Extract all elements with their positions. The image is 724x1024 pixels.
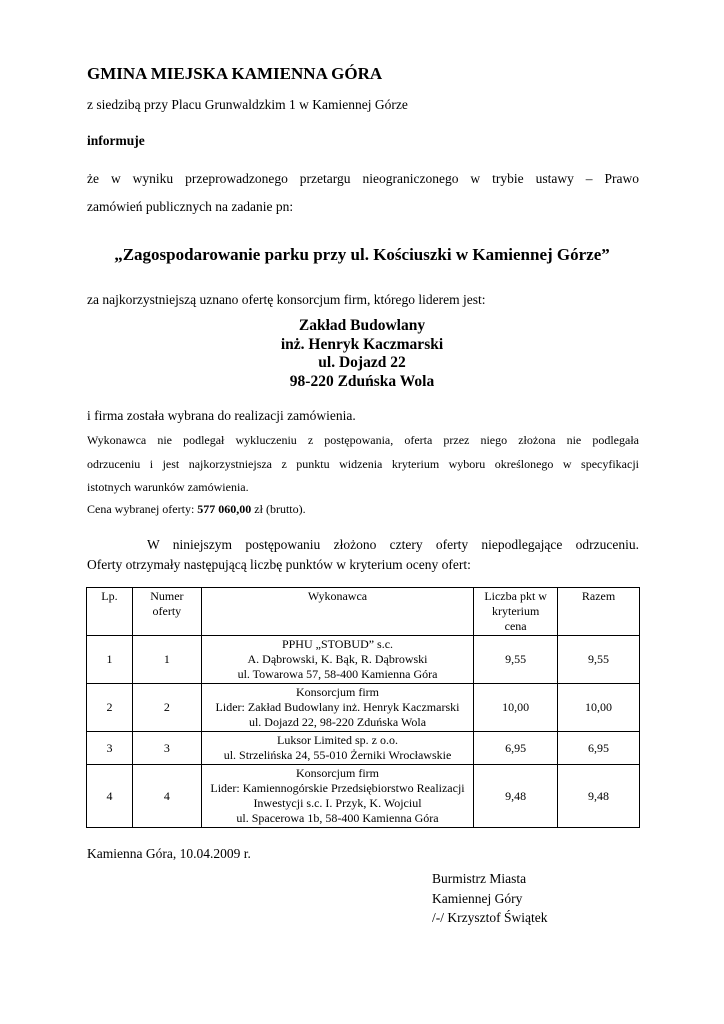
row-razem: 6,95 bbox=[558, 732, 640, 765]
row-lp: 1 bbox=[87, 636, 133, 684]
page-title: GMINA MIEJSKA KAMIENNA GÓRA bbox=[87, 64, 383, 83]
table-row bbox=[87, 636, 640, 684]
address-line: z siedzibą przy Placu Grunwaldzkim 1 w Kamiennej Górze bbox=[87, 97, 408, 112]
row-numer: 4 bbox=[132, 765, 201, 828]
row-wykonawca bbox=[201, 684, 473, 732]
row-razem: 9,48 bbox=[558, 765, 640, 828]
header-numer-line-2: oferty bbox=[152, 604, 182, 618]
table-header-row bbox=[87, 588, 640, 636]
header-pkt bbox=[474, 588, 558, 636]
header-numer bbox=[132, 588, 201, 636]
row-numer: 1 bbox=[132, 636, 201, 684]
wykonawca-line: Lider: Zakład Budowlany inż. Henryk Kaczmarski bbox=[215, 700, 460, 714]
wykonawca-line: Luksor Limited sp. z o.o. bbox=[277, 733, 398, 747]
wykonawca-line: Konsorcjum firm bbox=[296, 685, 379, 699]
row-numer: 2 bbox=[132, 684, 201, 732]
row-pkt: 6,95 bbox=[474, 732, 558, 765]
header-numer-line-1: Numer bbox=[150, 589, 184, 603]
offers-table bbox=[86, 587, 640, 828]
project-title: „Zagospodarowanie parku przy ul. Kościuszki w Kamiennej Górze” bbox=[114, 245, 610, 264]
winner-person-line: inż. Henryk Kaczmarski bbox=[280, 336, 444, 353]
intro-line-2: zamówień publicznych na zadanie pn: bbox=[87, 199, 294, 214]
winner-city-line: 98-220 Zduńska Wola bbox=[289, 373, 435, 390]
row-numer: 3 bbox=[132, 732, 201, 765]
row-lp: 4 bbox=[87, 765, 133, 828]
row-wykonawca bbox=[201, 765, 473, 828]
signature-office: Kamiennej Góry bbox=[432, 891, 523, 906]
row-pkt: 9,48 bbox=[474, 765, 558, 828]
row-lp: 2 bbox=[87, 684, 133, 732]
offers-intro-text-1: W niniejszym postępowaniu złożono cztery oferty niepodlegające odrzuceniu. bbox=[147, 537, 639, 552]
justification-line-1: Wykonawca nie podlegał wykluczeniu z postępowania, oferta przez niego złożona nie podlegała bbox=[87, 433, 639, 447]
wykonawca-line: ul. Spacerowa 1b, 58-400 Kamienna Góra bbox=[236, 811, 439, 825]
row-wykonawca bbox=[201, 636, 473, 684]
signature-title: Burmistrz Miasta bbox=[432, 871, 527, 886]
wykonawca-line: Konsorcjum firm bbox=[296, 766, 379, 780]
offers-intro-line-1 bbox=[87, 537, 639, 553]
table-row bbox=[87, 684, 640, 732]
wykonawca-line: Lider: Kamiennogórskie Przedsiębiorstwo Realizacji bbox=[210, 781, 465, 795]
winner-street-line: ul. Dojazd 22 bbox=[318, 354, 406, 371]
row-pkt: 9,55 bbox=[474, 636, 558, 684]
document-date: Kamienna Góra, 10.04.2009 r. bbox=[87, 846, 251, 861]
informs-label: informuje bbox=[87, 133, 145, 148]
header-lp: Lp. bbox=[87, 588, 133, 636]
wykonawca-line: Inwestycji s.c. I. Przyk, K. Wojciul bbox=[253, 796, 422, 810]
intro-line-1: że w wyniku przeprowadzonego przetargu nieograniczonego w trybie ustawy – Prawo bbox=[87, 171, 639, 186]
signature-name: /-/ Krzysztof Świątek bbox=[432, 910, 548, 925]
winner-intro: za najkorzystniejszą uznano ofertę konsorcjum firm, którego liderem jest: bbox=[87, 292, 486, 307]
price-suffix: zł (brutto). bbox=[254, 502, 306, 516]
row-pkt: 10,00 bbox=[474, 684, 558, 732]
header-pkt-line-2: kryterium bbox=[491, 604, 540, 618]
row-razem: 10,00 bbox=[558, 684, 640, 732]
header-pkt-line-3: cena bbox=[504, 619, 527, 633]
price-amount: 577 060,00 bbox=[197, 502, 252, 516]
header-razem: Razem bbox=[558, 588, 640, 636]
header-wykonawca: Wykonawca bbox=[201, 588, 473, 636]
header-pkt-line-1: Liczba pkt w bbox=[484, 589, 547, 603]
wykonawca-line: A. Dąbrowski, K. Bąk, R. Dąbrowski bbox=[247, 652, 428, 666]
table-row bbox=[87, 732, 640, 765]
wykonawca-line: ul. Towarowa 57, 58-400 Kamienna Góra bbox=[237, 667, 438, 681]
winner-name-line: Zakład Budowlany bbox=[298, 317, 426, 334]
wykonawca-line: ul. Dojazd 22, 98-220 Zduńska Wola bbox=[248, 715, 427, 729]
row-wykonawca bbox=[201, 732, 473, 765]
justification-line-3: istotnych warunków zamówienia. bbox=[87, 480, 249, 494]
wykonawca-line: ul. Strzelińska 24, 55-010 Żerniki Wrocławskie bbox=[223, 748, 452, 762]
offers-intro-line-2: Oferty otrzymały następującą liczbę punktów w kryterium oceny ofert: bbox=[87, 557, 471, 572]
row-lp: 3 bbox=[87, 732, 133, 765]
justification-line-2: odrzuceniu i jest najkorzystniejsza z punktu widzenia kryterium wyboru określonego w specyfikacji bbox=[87, 457, 639, 471]
price-line bbox=[87, 502, 306, 517]
selected-text: i firma została wybrana do realizacji zamówienia. bbox=[87, 408, 356, 423]
price-label: Cena wybranej oferty: bbox=[87, 502, 195, 516]
wykonawca-line: PPHU „STOBUD” s.c. bbox=[281, 637, 394, 651]
row-razem: 9,55 bbox=[558, 636, 640, 684]
table-row bbox=[87, 765, 640, 828]
